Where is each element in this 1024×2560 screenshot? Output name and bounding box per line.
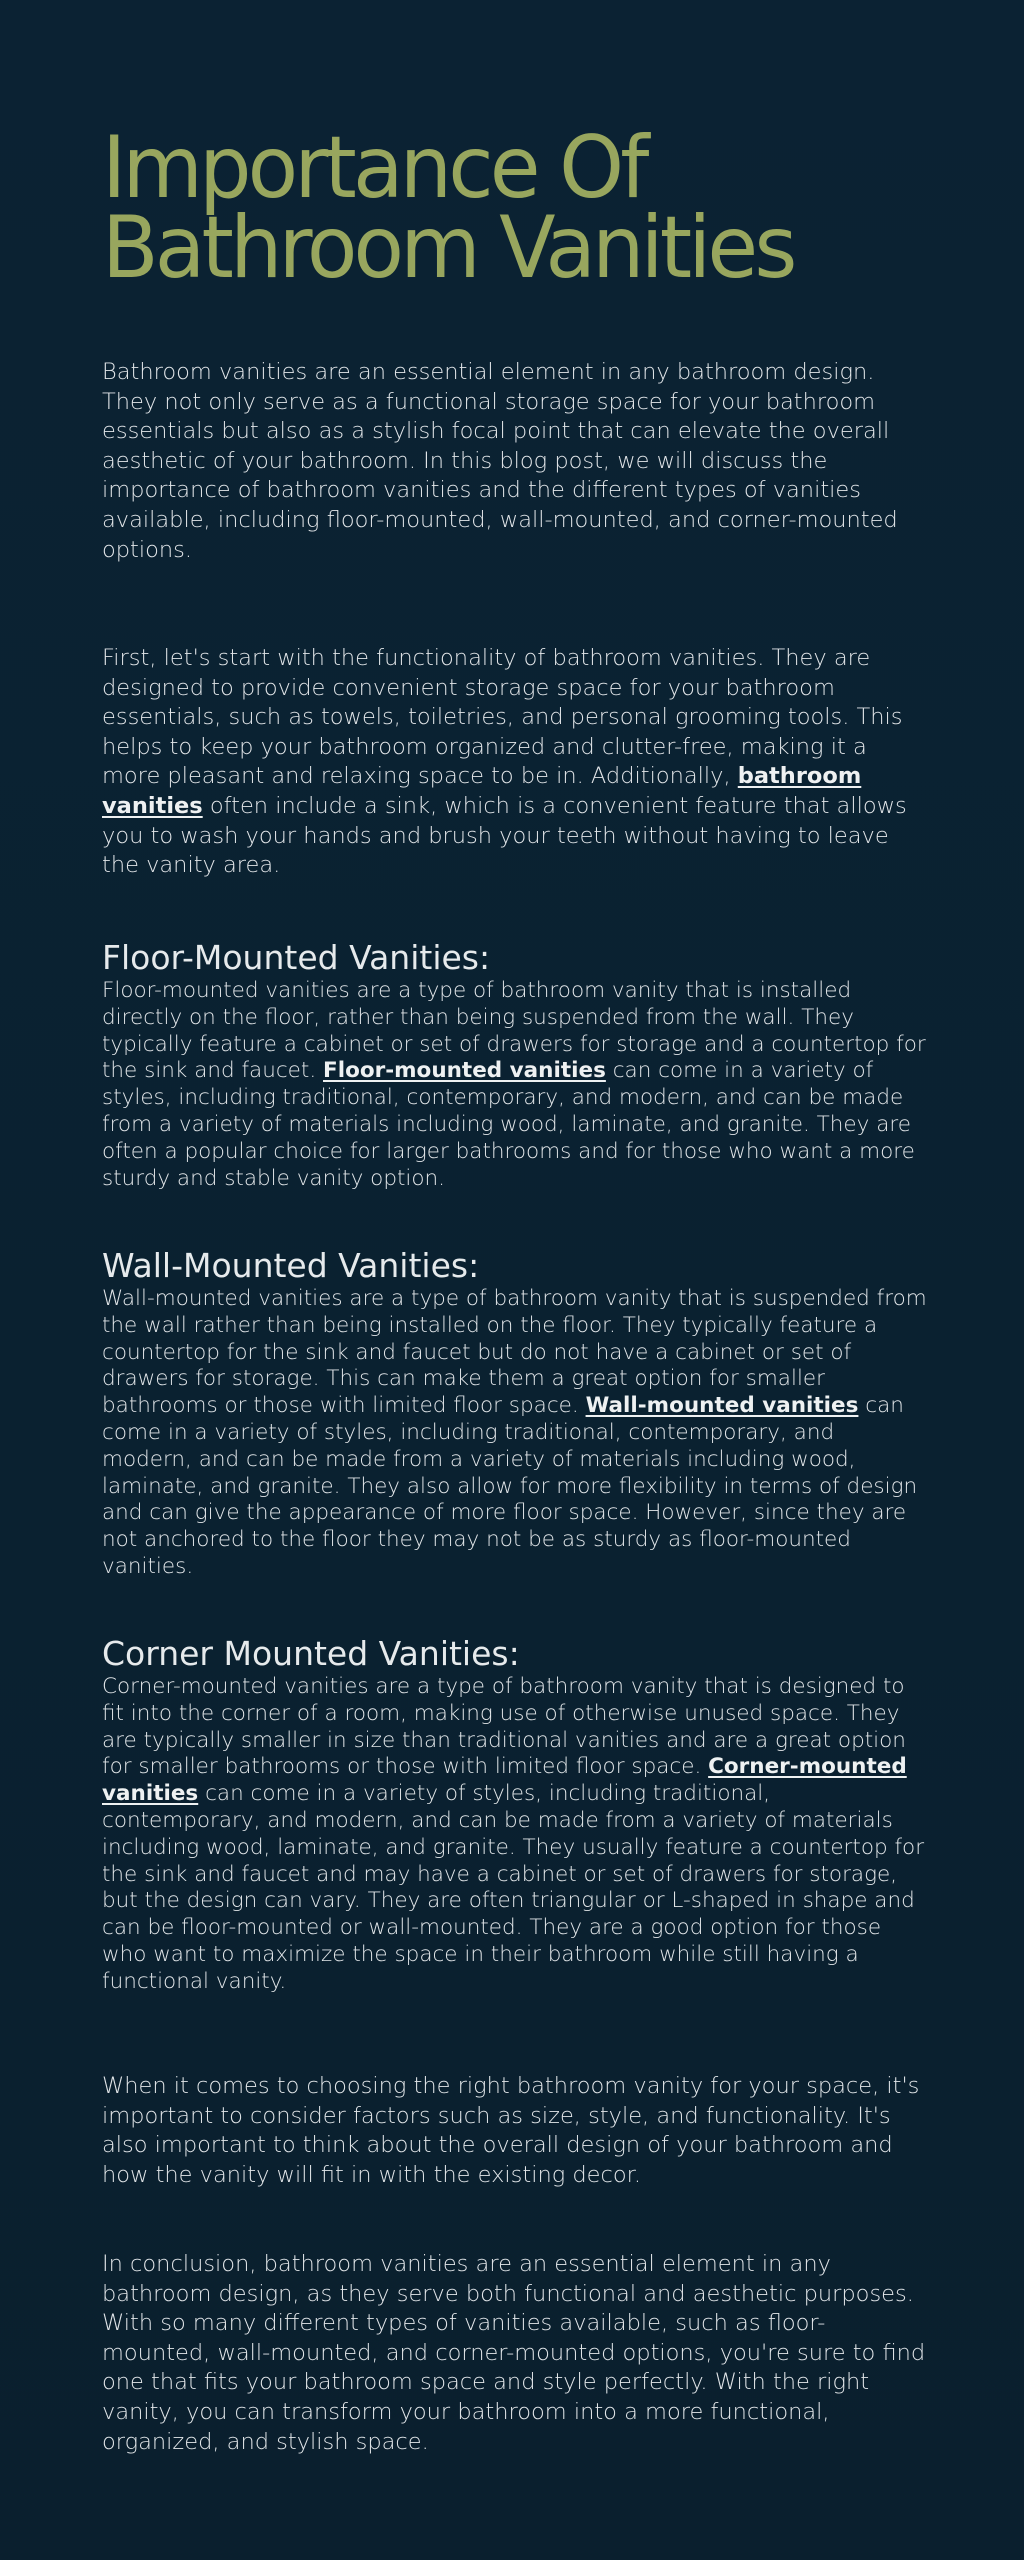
choosing-paragraph: When it comes to choosing the right bathroom vanity for your space, it's important to consider factors such as size, style, and functionality. It's also important to think about the overall design of your bathroom and how the vanity will fit in with the existing decor. xyxy=(102,2073,920,2188)
intro-paragraph: Bathroom vanities are an essential element in any bathroom design. They not only serve as a functional storage space for your bathroom essentials but also as a stylish focal point that can elevate the overall aesthetic of your bathroom. In this blog post, we will discuss the importance of bathroom vanities and the different types of vanities available, including floor-mounted, wall-mounted, and corner-mounted options. xyxy=(102,359,898,563)
wall-text-after: can come in a variety of styles, including traditional, contemporary, and modern, and can be made from a variety of materials including wood, laminate, and granite. They also allow for more flexibility in terms of design and can give the appearance of more floor space. However, since they are not anchored to the floor they may not be as sturdy as floor-mounted vanities. xyxy=(102,1393,918,1579)
corner-mounted-paragraph xyxy=(102,1674,927,1996)
wall-mounted-vanities-link[interactable]: Wall-mounted vanities xyxy=(585,1393,859,1419)
floor-mounted-vanities-link[interactable]: Floor-mounted vanities xyxy=(323,1058,606,1084)
wall-mounted-paragraph xyxy=(102,1286,927,1581)
page-title-line-2: Bathroom Vanities xyxy=(102,198,794,298)
functionality-text-after: often include a sink, which is a convenient feature that allows you to wash your hands and brush your teeth without having to leave the vanity area. xyxy=(102,792,907,879)
section-floor-mounted xyxy=(102,938,927,1192)
floor-text-before: Floor-mounted vanities are a type of bathroom vanity that is installed directly on the floor, rather than being suspended from the wall. They typically feature a cabinet or set of drawers for storage and a countertop for the sink and faucet. xyxy=(102,978,926,1084)
functionality-text-before: First, let's start with the functionality of bathroom vanities. They are designed to provide convenient storage space for your bathroom essentials, such as towels, toiletries, and personal grooming tools. This helps to keep your bathroom organized and clutter-free, making it a more pleasant and relaxing space to be in. Additionally, xyxy=(102,645,903,790)
floor-mounted-heading: Floor-Mounted Vanities: xyxy=(102,938,491,977)
section-corner-mounted xyxy=(102,1634,927,1996)
corner-mounted-vanities-link[interactable]: Corner-mounted vanities xyxy=(102,1754,907,1807)
corner-text-before: Corner-mounted vanities are a type of bathroom vanity that is designed to fit into the corner of a room, making use of otherwise unused space. They are typically smaller in size than traditional vanities and are a great option for smaller bathrooms or those with limited floor space. xyxy=(102,1674,906,1780)
corner-text-after: can come in a variety of styles, including traditional, contemporary, and modern, and can be made from a variety of materials including wood, laminate, and granite. They usually feature a countertop for the sink and faucet and may have a cabinet or set of drawers for storage, but the design can vary. They are often triangular or L-shaped in shape and can be floor-mounted or wall-mounted. They are a good option for those who want to maximize the space in their bathroom while still having a functional vanity. xyxy=(102,1781,925,1994)
page-title-line-1: Importance Of xyxy=(102,118,646,218)
floor-mounted-paragraph xyxy=(102,978,927,1192)
page-title xyxy=(102,118,908,298)
wall-mounted-heading: Wall-Mounted Vanities: xyxy=(102,1246,480,1285)
floor-text-after: can come in a variety of styles, including traditional, contemporary, and modern, and can be made from a variety of materials including wood, laminate, and granite. They are often a popular choice for larger bathrooms and for those who want a more sturdy and stable vanity option. xyxy=(102,1058,915,1191)
bathroom-vanities-link[interactable]: bathroom vanities xyxy=(102,763,862,819)
corner-mounted-heading: Corner Mounted Vanities: xyxy=(102,1634,520,1673)
conclusion-paragraph: In conclusion, bathroom vanities are an essential element in any bathroom design, as they serve both functional and aesthetic purposes. With so many different types of vanities available, such as floor-mounted, wall-mounted, and corner-mounted options, you're sure to find one that fits your bathroom space and style perfectly. With the right vanity, you can transform your bathroom into a more functional, organized, and stylish space. xyxy=(102,2251,926,2455)
section-wall-mounted xyxy=(102,1246,927,1581)
functionality-paragraph xyxy=(102,644,927,881)
wall-text-before: Wall-mounted vanities are a type of bathroom vanity that is suspended from the wall rather than being installed on the floor. They typically feature a countertop for the sink and faucet but do not have a cabinet or set of drawers for storage. This can make them a great option for smaller bathrooms or those with limited floor space. xyxy=(102,1286,927,1419)
